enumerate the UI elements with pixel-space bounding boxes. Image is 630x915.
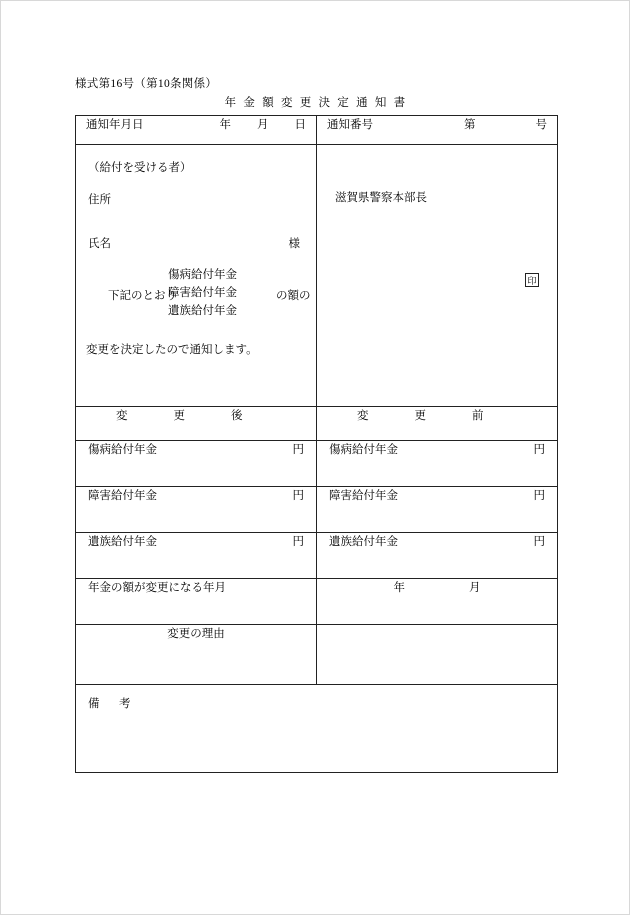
notification-sentence: 変更を決定したので通知します。 — [86, 344, 258, 356]
cell-notification-number — [317, 116, 558, 145]
date-month-unit: 月 — [257, 119, 269, 131]
before-survivor-label: 遺族給付年金 — [329, 536, 398, 548]
pension-type-item: 遺族給付年金 — [168, 304, 237, 317]
before-injury-unit: 円 — [533, 444, 545, 456]
table-row-change-reason — [76, 625, 558, 685]
cell-remarks[interactable] — [76, 685, 558, 773]
change-date-month-unit: 月 — [469, 582, 481, 594]
notification-date-label: 通知年月日 — [86, 119, 144, 131]
cell-change-date-value — [317, 579, 558, 625]
cell-before-injury — [317, 441, 558, 487]
amount-text: の額の — [276, 290, 311, 302]
before-header-label: 変 更 前 — [357, 410, 484, 422]
name-label: 氏名 — [88, 238, 111, 250]
pension-type-item: 障害給付年金 — [168, 286, 237, 299]
after-injury-unit: 円 — [292, 444, 304, 456]
recipient-heading: （給付を受ける者） — [88, 162, 192, 174]
notification-number-label: 通知番号 — [327, 119, 373, 131]
page-title: 年 金 額 変 更 決 定 通 知 書 — [224, 97, 408, 109]
table-row-amount-injury — [76, 441, 558, 487]
date-day-unit: 日 — [294, 119, 306, 131]
cell-before-survivor — [317, 533, 558, 579]
table-row-amount-disability — [76, 487, 558, 533]
pension-type-list — [168, 267, 237, 320]
cell-after-survivor — [76, 533, 317, 579]
before-survivor-unit: 円 — [533, 536, 545, 548]
pension-type-item: 傷病給付年金 — [168, 269, 237, 281]
address-label: 住所 — [88, 194, 111, 206]
cell-before-disability — [317, 487, 558, 533]
table-row-notification-date — [76, 116, 558, 145]
table-row-comparison-headers — [76, 407, 558, 441]
lead-text: 下記のとおり — [108, 290, 177, 302]
cell-after-disability — [76, 487, 317, 533]
after-disability-unit: 円 — [292, 490, 304, 502]
cell-notification-date — [76, 116, 317, 145]
form-number: 様式第16号（第10条関係） — [75, 78, 218, 90]
cell-after-injury — [76, 441, 317, 487]
remarks-label: 備 考 — [88, 698, 135, 710]
cell-after-header — [76, 407, 317, 441]
cell-before-header — [317, 407, 558, 441]
number-suffix: 号 — [535, 119, 547, 131]
table-row-remarks — [76, 685, 558, 773]
after-disability-label: 障害給付年金 — [88, 490, 157, 502]
before-disability-unit: 円 — [533, 490, 545, 502]
after-header-label: 変 更 後 — [116, 410, 243, 422]
before-disability-label: 障害給付年金 — [329, 490, 398, 502]
issuer-name: 滋賀県警察本部長 — [335, 192, 427, 204]
cell-change-reason-value[interactable] — [317, 625, 558, 685]
seal-mark: 印 — [525, 273, 539, 287]
change-reason-value[interactable] — [317, 625, 557, 641]
change-date-year-unit: 年 — [393, 582, 405, 594]
cell-issuer-block — [317, 145, 558, 407]
honorific-label: 様 — [288, 238, 300, 250]
cell-change-reason-label — [76, 625, 317, 685]
change-date-label: 年金の額が変更になる年月 — [88, 582, 226, 594]
before-injury-label: 傷病給付年金 — [329, 444, 398, 456]
table-row-change-date — [76, 579, 558, 625]
change-reason-label: 変更の理由 — [167, 628, 225, 640]
cell-recipient-block — [76, 145, 317, 407]
cell-change-date-label — [76, 579, 317, 625]
table-row-recipient-issuer — [76, 145, 558, 407]
notification-form-table — [75, 115, 558, 773]
after-injury-label: 傷病給付年金 — [88, 444, 157, 456]
after-survivor-label: 遺族給付年金 — [88, 536, 157, 548]
date-year-unit: 年 — [219, 119, 231, 131]
after-survivor-unit: 円 — [292, 536, 304, 548]
number-prefix: 第 — [464, 119, 476, 131]
remarks-value[interactable] — [76, 721, 557, 737]
table-row-amount-survivor — [76, 533, 558, 579]
